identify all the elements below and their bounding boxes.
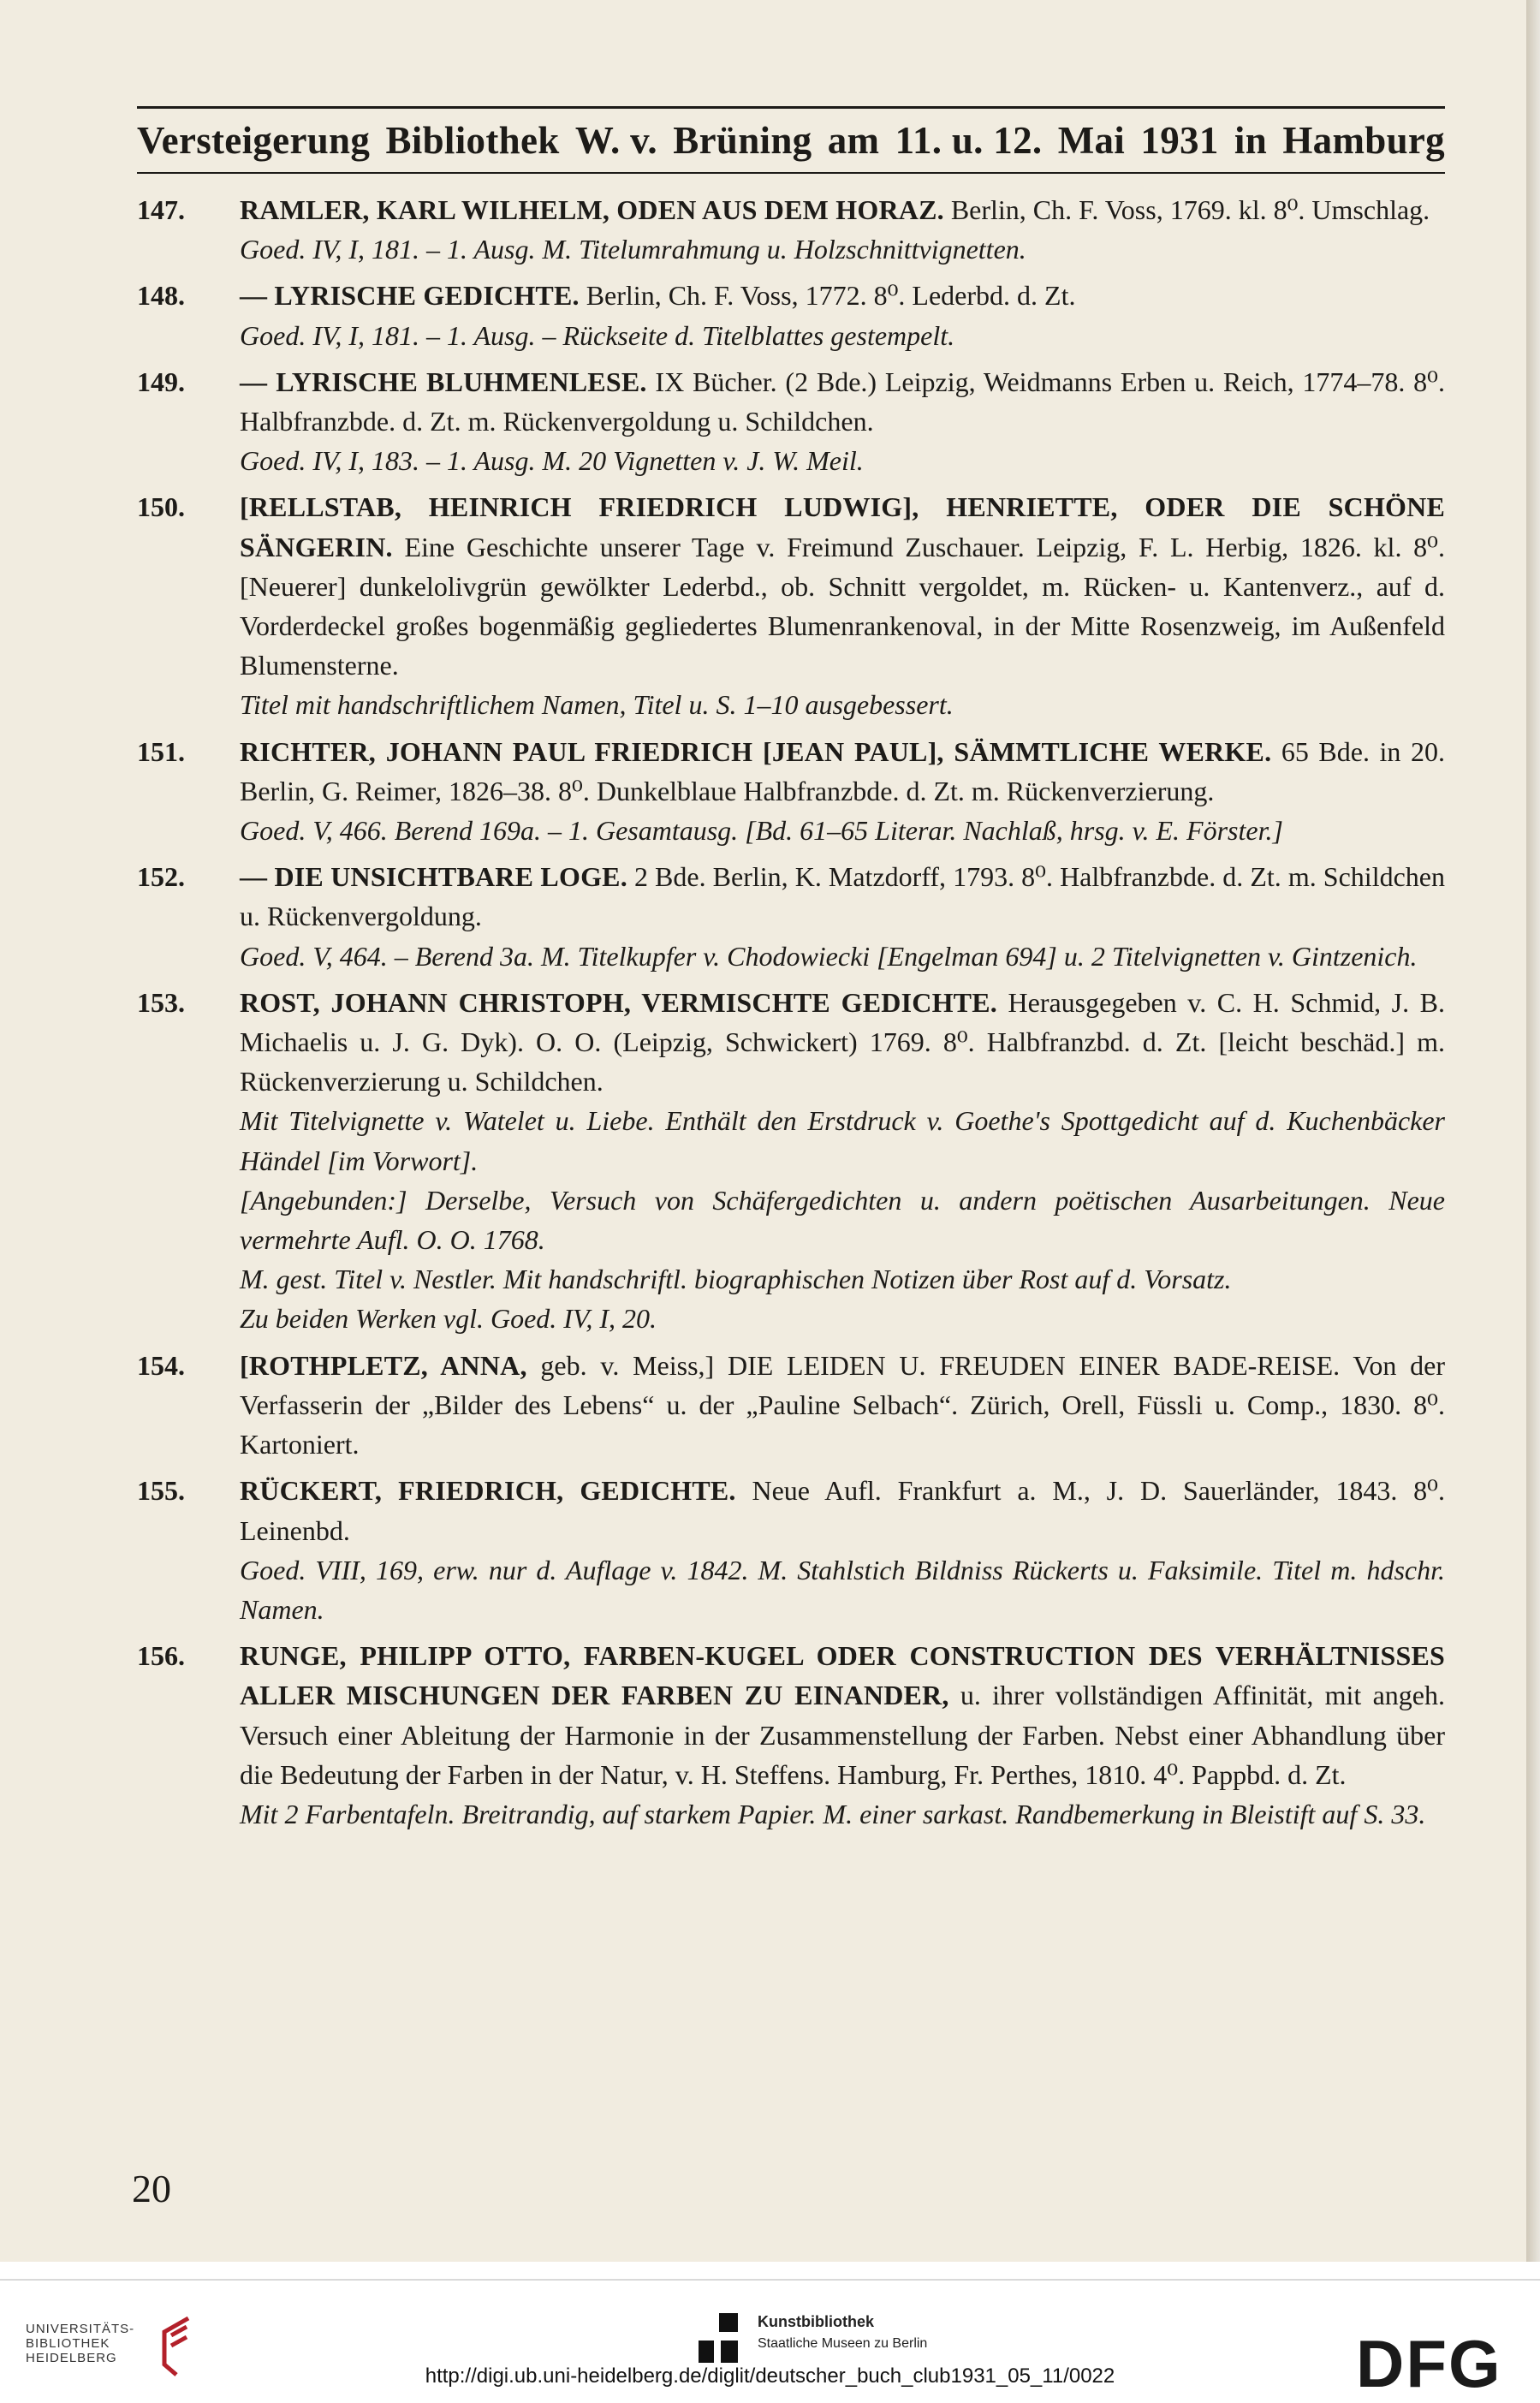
catalogue-entry: [137, 276, 1445, 354]
catalogue-entry: [137, 1346, 1445, 1465]
entry-body: [137, 983, 1445, 1102]
header-top-rule: [137, 106, 1445, 109]
entry-title: — LYRISCHE BLUHMENLESE.: [240, 366, 647, 397]
header-word: 11. u. 12.: [895, 119, 1043, 162]
running-header: [137, 118, 1445, 163]
header-bottom-rule: [137, 172, 1445, 174]
library-line: UNIVERSITÄTS-: [26, 2322, 135, 2336]
catalogue-entry: [137, 983, 1445, 1339]
entry-title: [RELLSTAB, HEINRICH FRIEDRICH LUDWIG], HENRIETTE, ODER DIE SCHÖNE SÄNGERIN.: [240, 491, 1445, 562]
entry-description: 65 Bde. in 20. Berlin, G. Reimer, 1826–38. 8⁰. Dunkelblaue Halbfranzbde. d. Zt. m. Rückenverzierung.: [240, 735, 1446, 806]
entry-title: RUNGE, PHILIPP OTTO, FARBEN-KUGEL ODER CONSTRUCTION DES VERHÄLTNISSES ALLER MISCHUNGEN DER FARBEN ZU EINANDER,: [240, 1640, 1445, 1711]
entry-body: [137, 1346, 1445, 1465]
header-word: Mai: [1057, 119, 1126, 162]
entry-note: Goed. IV, I, 181. – 1. Ausg. M. Titelumrahmung u. Holzschnittvignetten.: [240, 234, 1026, 265]
entry-description: Neue Aufl. Frankfurt a. M., J. D. Sauerländer, 1843. 8⁰. Leinenbd.: [240, 1475, 1445, 1546]
entry-title: RAMLER, KARL WILHELM, ODEN AUS DEM HORAZ.: [240, 194, 944, 225]
entry-note: Goed. V, 464. – Berend 3a. M. Titelkupfer v. Chodowiecki [Engelman 694] u. 2 Titelvignetten v. Gintzenich.: [240, 940, 1418, 972]
entry-note: Zu beiden Werken vgl. Goed. IV, I, 20.: [240, 1303, 657, 1335]
entry-number: 154.: [137, 1349, 185, 1381]
catalogue-entry: [137, 1636, 1445, 1834]
entry-title: ROST, JOHANN CHRISTOPH, VERMISCHTE GEDICHTE.: [240, 986, 997, 1018]
catalogue-entry: [137, 857, 1445, 976]
page-number: 20: [132, 2167, 171, 2210]
catalogue-entry: [137, 1471, 1445, 1629]
header-word: am: [827, 119, 880, 162]
entry-number: 149.: [137, 366, 185, 397]
catalogue-entry: [137, 362, 1445, 481]
entry-title: — LYRISCHE GEDICHTE.: [240, 280, 580, 312]
entry-note: Goed. IV, I, 181. – 1. Ausg. – Rückseite d. Titelblattes gestempelt.: [240, 319, 955, 351]
entry-description: 2 Bde. Berlin, K. Matzdorff, 1793. 8⁰. Halbfranzbde. d. Zt. m. Schildchen u. Rückenvergoldung.: [240, 861, 1445, 932]
entry-description: Eine Geschichte unserer Tage v. Freimund Zuschauer. Leipzig, F. L. Herbig, 1826. kl. 8⁰. [Neuerer] dunkelolivgrün gewölkter Lederbd., ob. Schnitt vergoldet, m. Rücken- u. Kantenverz., auf d. Vorderdeckel großes bogenmäßig gegliedertes Blumenrankenoval, in der Mitte Rosenzweig, im Außenfeld Blumensterne.: [240, 531, 1445, 681]
library-logo-text[interactable]: [26, 2322, 134, 2365]
library-line: BIBLIOTHEK: [26, 2336, 110, 2351]
entry-body: [137, 362, 1445, 441]
entry-body: [137, 732, 1445, 811]
header-word: Bibliothek: [385, 119, 560, 162]
library-line: HEIDELBERG: [26, 2351, 117, 2365]
header-word: W. v.: [574, 119, 657, 162]
header-word: Brüning: [673, 119, 812, 162]
entry-number: 147.: [137, 194, 185, 225]
dfg-logo[interactable]: DFG: [1356, 2326, 1502, 2401]
entry-number: 156.: [137, 1640, 185, 1672]
entry-note: Mit 2 Farbentafeln. Breitrandig, auf starkem Papier. M. einer sarkast. Randbemerkung in Bleistift auf S. 33.: [240, 1798, 1426, 1829]
entry-description: Berlin, Ch. F. Voss, 1772. 8⁰. Lederbd. d. Zt.: [579, 280, 1076, 312]
entry-note: Goed. VIII, 169, erw. nur d. Auflage v. 1842. M. Stahlstich Bildniss Rückerts u. Faksimile. Titel m. hdschr. Namen.: [240, 1554, 1445, 1625]
kunstbibliothek-logo-icon[interactable]: [692, 2311, 745, 2364]
kb-subtitle: Staatliche Museen zu Berlin: [758, 2336, 928, 2351]
entry-note: Mit Titelvignette v. Watelet u. Liebe. Enthält den Erstdruck v. Goethe's Spottgedicht auf d. Kuchenbäcker Händel [im Vorwort].: [240, 1105, 1445, 1176]
footer-separator: [0, 2279, 1540, 2281]
catalogue-entries: [137, 190, 1445, 1841]
kunstbibliothek-label: [758, 2313, 927, 2352]
page-edge-shadow: [1526, 0, 1540, 2262]
kb-title: Kunstbibliothek: [758, 2313, 874, 2330]
entry-description: Herausgegeben v. C. H. Schmid, J. B. Michaelis u. J. G. Dyk). O. O. (Leipzig, Schwickert) 1769. 8⁰. Halbfranzbd. d. Zt. [leicht beschäd.] m. Rückenverzierung u. Schildchen.: [240, 986, 1445, 1097]
entry-description: IX Bücher. (2 Bde.) Leipzig, Weidmanns Erben u. Reich, 1774–78. 8⁰. Halbfranzbde. d. Zt. m. Rückenvergoldung u. Schildchen.: [240, 366, 1446, 437]
entry-title: [ROTHPLETZ, ANNA,: [240, 1349, 527, 1381]
header-word: Hamburg: [1282, 119, 1445, 162]
entry-number: 148.: [137, 280, 185, 312]
catalogue-entry: [137, 487, 1445, 724]
entry-note: [Angebunden:] Derselbe, Versuch von Schäfergedichten u. andern poëtischen Ausarbeitungen. Neue vermehrte Aufl. O. O. 1768.: [240, 1184, 1445, 1256]
entry-number: 151.: [137, 735, 185, 767]
header-word: 1931: [1140, 119, 1219, 162]
entry-title: RICHTER, JOHANN PAUL FRIEDRICH [JEAN PAUL], SÄMMTLICHE WERKE.: [240, 735, 1272, 767]
entry-number: 155.: [137, 1475, 185, 1507]
entry-title: — DIE UNSICHTBARE LOGE.: [240, 861, 627, 893]
entry-description: geb. v. Meiss,] DIE LEIDEN U. FREUDEN EINER BADE-REISE. Von der Verfasserin der „Bilder des Lebens“ u. der „Pauline Selbach“. Zürich, Orell, Füssli u. Comp., 1830. 8⁰. Kartoniert.: [240, 1349, 1445, 1460]
entry-number: 150.: [137, 491, 185, 523]
entry-number: 153.: [137, 986, 185, 1018]
source-url[interactable]: http://digi.ub.uni-heidelberg.de/diglit/deutscher_buch_club1931_05_11/0022: [425, 2364, 1115, 2388]
header-word: in: [1234, 119, 1268, 162]
catalogue-entry: [137, 732, 1445, 851]
header-word: Versteigerung: [137, 119, 371, 162]
entry-description: u. ihrer vollständigen Affinität, mit angeh. Versuch einer Ableitung der Harmonie in der Zusammenstellung der Farben. Nebst einer Abhandlung über die Bedeutung der Farben in der Natur, v. H. Steffens. Hamburg, Fr. Perthes, 1810. 4⁰. Pappbd. d. Zt.: [240, 1680, 1445, 1790]
entry-body: [137, 857, 1445, 936]
entry-title: RÜCKERT, FRIEDRICH, GEDICHTE.: [240, 1475, 736, 1507]
entry-note: M. gest. Titel v. Nestler. Mit handschriftl. biographischen Notizen über Rost auf d. Vorsatz.: [240, 1264, 1232, 1295]
entry-body: [137, 190, 1445, 229]
entry-body: [137, 1636, 1445, 1794]
entry-body: [137, 487, 1445, 685]
entry-body: [137, 276, 1445, 315]
entry-body: [137, 1471, 1445, 1549]
entry-description: Berlin, Ch. F. Voss, 1769. kl. 8⁰. Umschlag.: [943, 194, 1430, 225]
entry-number: 152.: [137, 861, 185, 893]
entry-note: Goed. IV, I, 183. – 1. Ausg. M. 20 Vignetten v. J. W. Meil.: [240, 445, 864, 477]
catalogue-entry: [137, 190, 1445, 269]
entry-note: Goed. V, 466. Berend 169a. – 1. Gesamtausg. [Bd. 61–65 Literar. Nachlaß, hrsg. v. E. Förster.]: [240, 815, 1283, 847]
entry-note: Titel mit handschriftlichem Namen, Titel u. S. 1–10 ausgebessert.: [240, 689, 954, 721]
